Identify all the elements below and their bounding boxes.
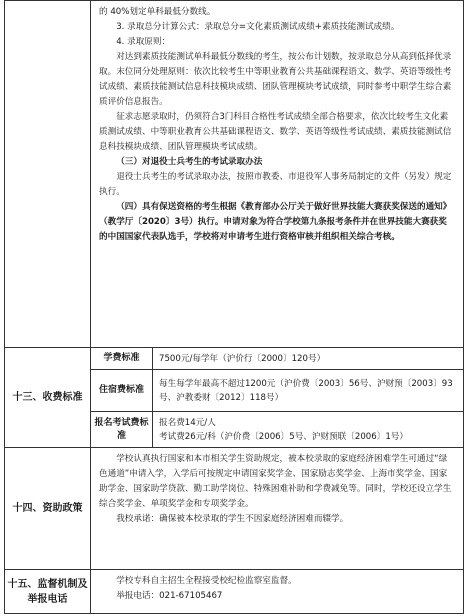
section-15-row: [5, 570, 464, 614]
section-15-title: 十五、监督机制及举报电话: [5, 570, 91, 614]
heading-veterans: （三）对退役士兵考生的考试录取办法: [116, 157, 263, 167]
section-15-body: [91, 570, 464, 614]
fee-label-housing: 住宿费标准: [91, 370, 153, 412]
paragraph-hotline: 举报电话：021-67105467: [116, 591, 223, 601]
paragraph-formula: 3. 录取总分计算公式：录取总分=文化素质测试成绩+素质技能测试成绩。: [116, 22, 400, 32]
paragraph-principle-heading: 4. 录取原则：: [116, 37, 171, 47]
fee-value-housing: 每生每学年最高不超过1200元（沪价费〔2003〕56号、沪财预〔2003〕93号、沪教委财〔2012〕118号）: [153, 370, 464, 412]
paragraph-veterans: 退役士兵考生的考试录取办法，按照市教委、市退役军人事务局制定的文件（另发）规定执行。: [99, 172, 452, 197]
section-14-title: 十四、资助政策: [5, 448, 91, 570]
paragraph-supervision: 学校专科自主招生全程接受校纪检监察室监督。: [116, 576, 297, 586]
section-12-category-cell: [5, 1, 91, 348]
fee-value-exam-fee: 考试费26元/科（沪价费〔2006〕5号、沪财预联〔2006〕1号）: [159, 431, 408, 442]
paragraph-commitment: 我校承诺：确保被本校录取的学生不因家庭经济困难而辍学。: [116, 514, 349, 524]
paragraph-recommended: （四）具有保送资格的考生根据《教育部办公厅关于做好世界技能大赛获奖保送的通知》（教学厅〔2020〕3号）执行。申请对象为符合学校第九条报考条件并在世界技能大赛获奖的中国国家代表队选手，学校将对申请考生进行资格审核并组织相关综合考核。: [99, 202, 452, 242]
section-14-row: [5, 448, 464, 570]
fee-value-tuition: 7500元/每学年（沪价行〔2000〕120号）: [153, 348, 464, 370]
section-12-body: [91, 1, 464, 348]
fee-row-tuition: [5, 348, 464, 370]
paragraph-aid: 学校认真执行国家和本市相关学生资助规定，被本校录取的家庭经济困难学生可通过“绿色通道”申请入学，入学后可按规定申请国家奖学金、国家励志奖学金、上海市奖学金、国家助学金、国家助学贷款、勤工助学岗位、特殊困难补助和学费减免等。同时，学校还设立学生综合奖学金、单项奖学金和专项奖学金。: [99, 454, 452, 509]
fee-label-exam: 报名考试费标准: [91, 412, 153, 448]
fee-value-exam: [153, 412, 464, 448]
admissions-table: [4, 0, 464, 614]
paragraph-score-line: 的 40%划定单科最低分数线。: [99, 7, 216, 17]
fee-label-tuition: 学费标准: [91, 348, 153, 370]
paragraph-principle: 对达到素质技能测试单科最低分数线的考生，按公布计划数，按录取总分从高到低择优录取。末位同分处理原则：依次比较考生中等职业教育公共基础课程语文、数学、英语等级性考试成绩、素质技能测试信息科技模块成绩、团队管理模块考试成绩，同时参考中职学生综合素质评价信息报告。: [99, 52, 452, 107]
section-14-body: [91, 448, 464, 570]
section-12-row: [5, 1, 464, 348]
paragraph-supplementary: 征求志愿录取时，仍须符合3门科目合格性考试成绩全部合格要求，依次比较考生文化素质测试成绩、中等职业教育公共基础课程语文、数学、英语等级性考试成绩、素质技能测试信息科技模块成绩、团队管理模块考试成绩。: [99, 112, 452, 152]
fee-value-registration: 报名费14元/人: [159, 417, 216, 428]
section-13-title: 十三、收费标准: [5, 348, 91, 448]
